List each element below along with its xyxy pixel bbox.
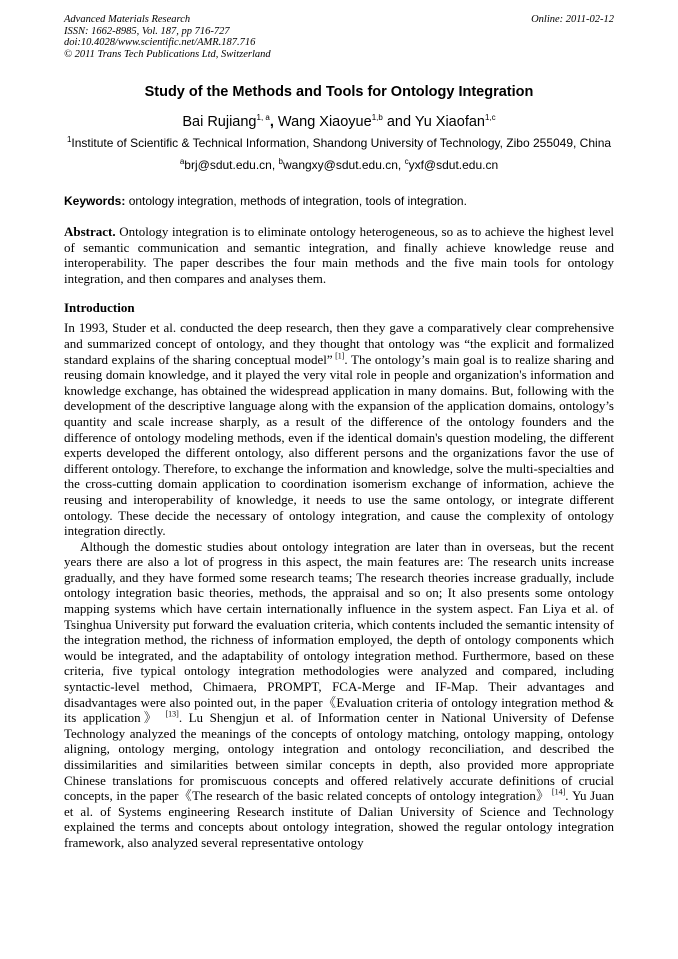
author-separator: and <box>382 114 415 130</box>
affiliation <box>64 136 614 151</box>
author-affil-mark: 1, a <box>256 113 270 123</box>
email-link: brj@sdut.edu.cn, <box>184 158 279 172</box>
online-date: Online: 2011-02-12 <box>531 14 614 25</box>
citation-ref: [13] <box>160 709 179 719</box>
author-name: Bai Rujiang <box>182 114 257 130</box>
email-mark: c <box>404 157 409 166</box>
keywords-label: Keywords: <box>64 194 126 208</box>
author-list <box>64 114 614 130</box>
paragraph-text: . Lu Shengjun et al. of Information center in National University of Defense Technology analyzed the meanings of the concepts of ontology matching, ontology mapping, ontology aligning, ontology merging, ontology integration and ontology reconciliation, and described the dissimilarities and similarities between similar concepts in depth, also provided more appropriate Chinese translations for promiscuous concepts and offered relatively accurate definitions of crucial concepts, in the paper《The research of the basic related concepts of ontology integration》 <box>64 710 615 804</box>
keywords-text: ontology integration, methods of integration, tools of integration. <box>125 194 467 208</box>
email-list <box>64 158 614 172</box>
author-name: Wang Xiaoyue <box>277 114 372 130</box>
abstract-label: Abstract. <box>64 224 116 239</box>
affiliation-mark: 1 <box>66 135 72 144</box>
citation-ref: [14] <box>549 787 566 797</box>
keywords <box>64 194 614 208</box>
citation-ref: [1] <box>332 351 345 361</box>
paragraph-text: In 1993, Studer et al. conducted the deep research, then they gave a comparatively clear comprehensive and summarized concept of ontology, and they thought that ontology was “the explicit and formalized standard explains of the sharing conceptual model” <box>64 320 614 367</box>
email-link: yxf@sdut.edu.cn <box>408 158 499 172</box>
journal-header <box>64 14 614 66</box>
author-affil-mark: 1,c <box>484 113 496 123</box>
paragraph-text: Although the domestic studies about ontology integration are later than in overseas, but the recent years there are also a lot of progress in this aspect, the main features are: The research units increase gradually, and they have formed some research teams; The research theories increase gradually, include ontology integration basic theories, methods, the appraisal and so on; It also presents some ontology mapping systems which have certain internationally influence in the system aspect. Fan Liya et al. of Tsinghua University put forward the evaluation criteria, which contents included the semantic intensity of the integration method, the richness of information employed, the depth of ontology components which would be integrated, and the adaptability of ontology integration method. Furthermore, based on these criteria, five typical ontology integration methodologies were analyzed and compared, including syntactic-level method, Chimaera, PROMPT, FCA-Merge and IF-Map. Their advantages and disadvantages were also pointed out, in the paper《Evaluation criteria of ontology integration method & its application》 <box>64 538 614 726</box>
paragraph-text: . The ontology’s main goal is to realize sharing and reusing domain knowledge, and it played the very vital role in people and organization's information and knowledge exchange, has obtained the widespread application in many domains. But, following with the development of the descriptive language along with the expansion of the application domains, ontology’s quantity and scale increase sharply, as a result of the difference of the ontology founders and the difference of ontology modeling methods, even if the identical domain's question modeling, the different experts developed the different ontology, also different persons and the organizations favor the use of different ontology. Therefore, to exchange the information and knowledge, solve the multi-specialties and the cross-cutting domain application to coordination isomerism exchange of information, achieve the reusing and interoperability of knowledge, it needs to use the same ontology, or integrate different ontology. These decide the necessary of ontology integration, and cause the complexity of ontology integration directly. <box>64 351 615 539</box>
email-mark: a <box>179 157 185 166</box>
doi-line: doi:10.4028/www.scientific.net/AMR.187.716 <box>64 37 256 48</box>
author-separator: , <box>269 114 278 130</box>
issn-line: ISSN: 1662-8985, Vol. 187, pp 716-727 <box>64 25 230 37</box>
email-mark: b <box>278 157 283 166</box>
author-name: Yu Xiaofan <box>414 114 485 130</box>
journal-name: Advanced Materials Research <box>64 14 191 25</box>
intro-paragraph-2 <box>64 539 614 851</box>
paper-page <box>64 14 614 851</box>
affiliation-text: Institute of Scientific & Technical Information, Shandong University of Technology, Zibo 255049, China <box>71 136 612 150</box>
introduction-heading: Introduction <box>64 300 135 316</box>
abstract-text: Ontology integration is to eliminate ontology heterogeneous, so as to achieve the highest level of semantic communication and semantic integration, and finally achieve knowledge reuse and interoperability. The paper describes the four main methods and the five main tools for ontology integration, and then compares and analyses them. <box>64 224 614 286</box>
copyright-line: © 2011 Trans Tech Publications Ltd, Switzerland <box>64 48 271 60</box>
intro-paragraph-1 <box>64 320 614 538</box>
author-affil-mark: 1,b <box>371 113 383 123</box>
email-link: wangxy@sdut.edu.cn, <box>282 158 405 172</box>
paragraph-text: . Yu Juan et al. of Systems engineering Research institute of Dalian University of Science and Technology explained the terms and concepts about ontology integration, showed the regular ontology integration framework, also analyzed several representative ontology <box>64 788 615 850</box>
paper-title: Study of the Methods and Tools for Ontology Integration <box>144 84 534 100</box>
abstract <box>64 224 614 286</box>
